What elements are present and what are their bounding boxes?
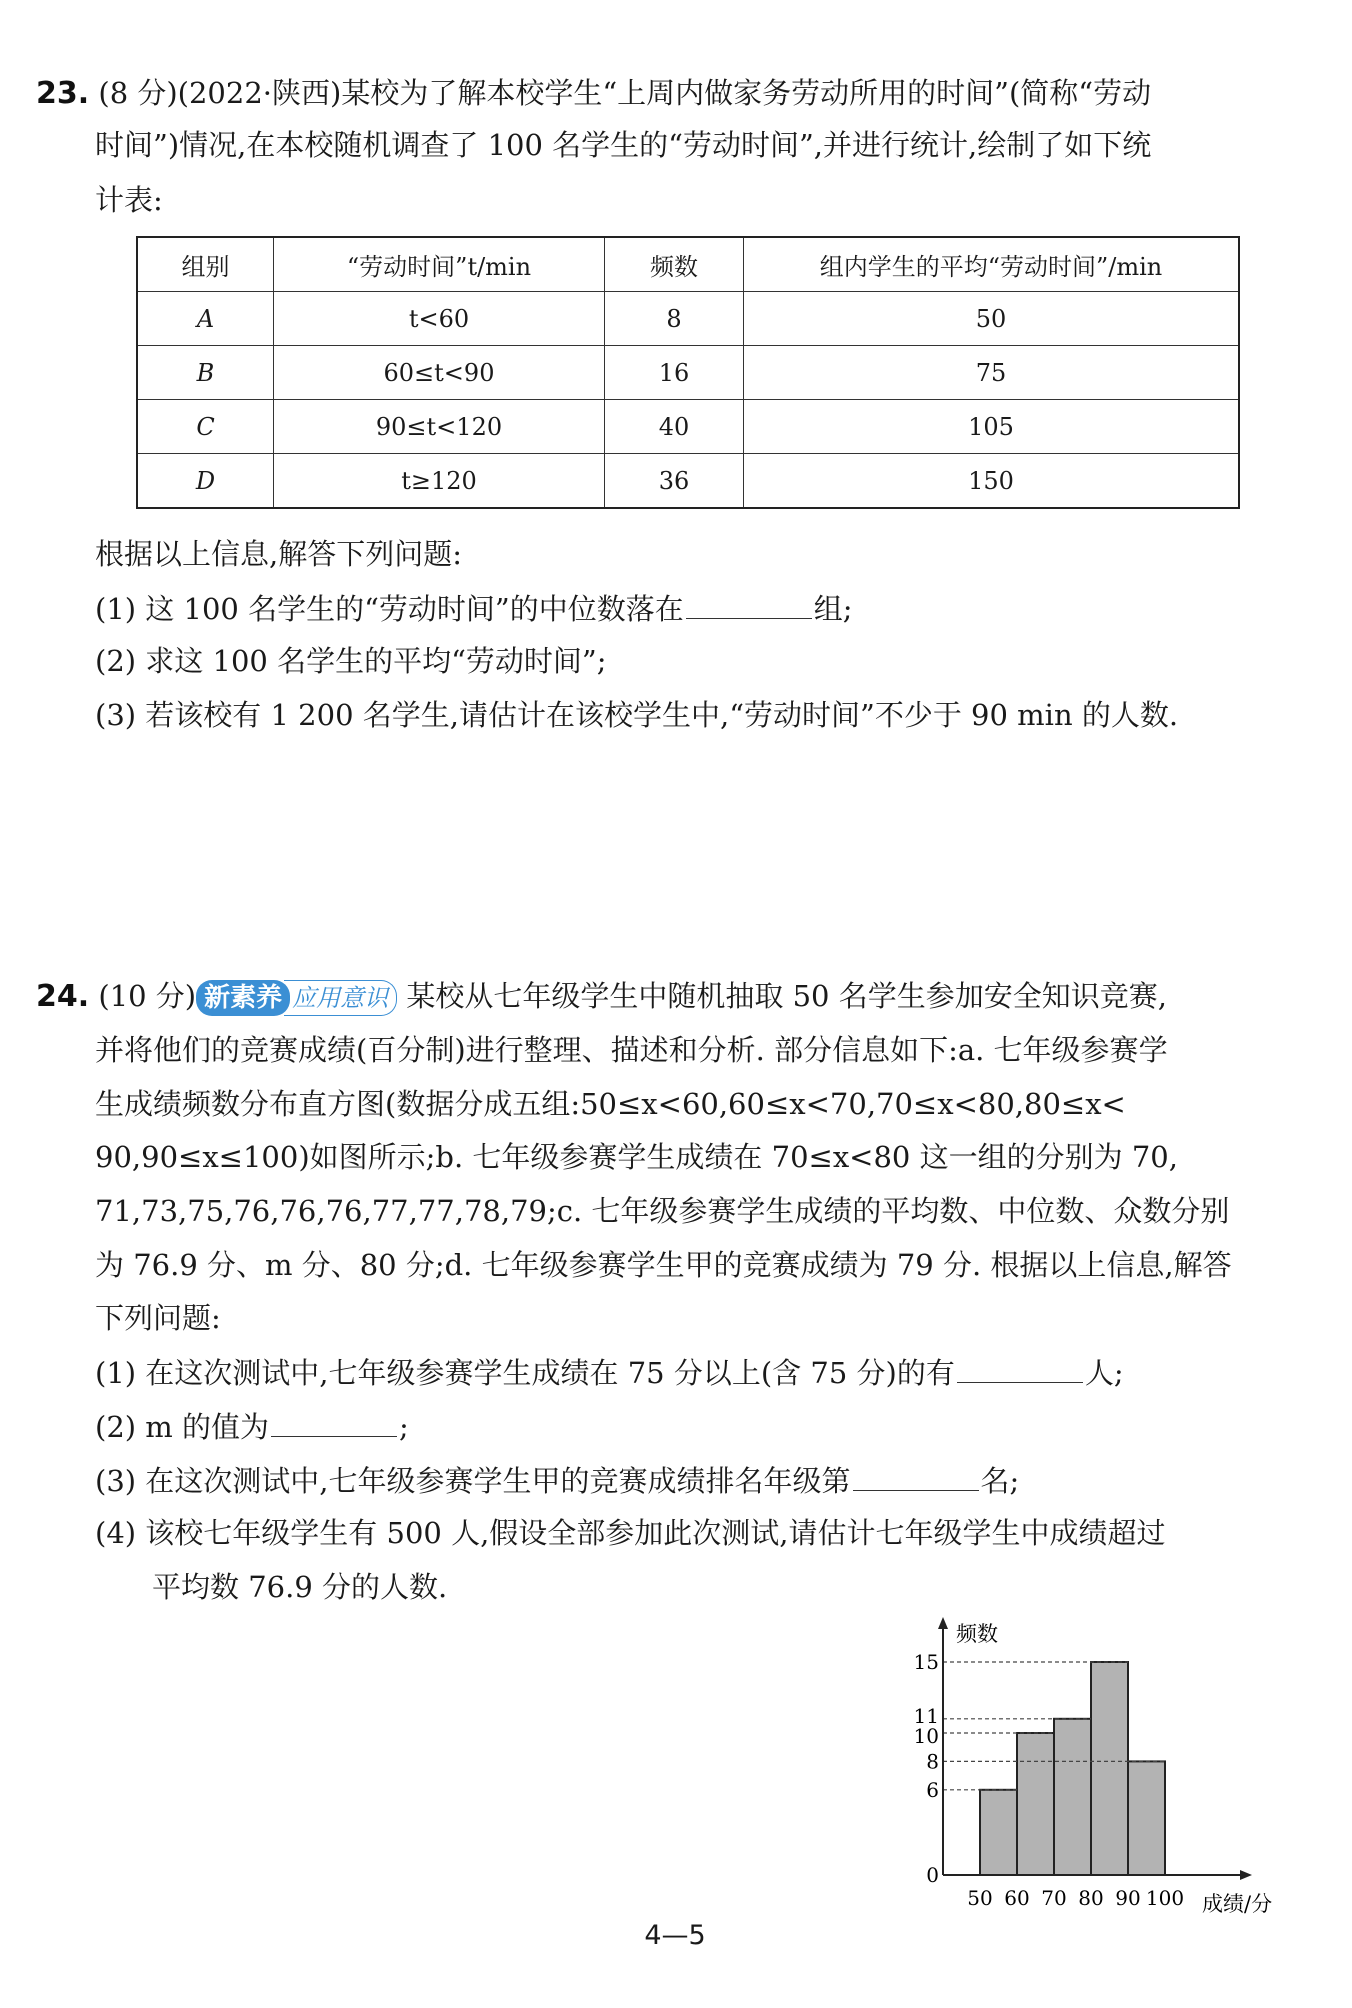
q23-text-line1: (8 分)(2022·陕西)某校为了解本校学生“上周内做家务劳动所用的时间”(简称“劳动	[98, 76, 1152, 110]
table-row	[137, 400, 1239, 454]
q23-part1-suffix: 组;	[813, 592, 853, 626]
table-row	[137, 454, 1239, 509]
table-row	[137, 292, 1239, 346]
q23-intro: 根据以上信息,解答下列问题:	[95, 537, 462, 571]
y-tick-label: 6	[926, 1777, 939, 1802]
q24-text-line7: 下列问题:	[95, 1301, 221, 1335]
new-literacy-badge: 新素养	[196, 980, 290, 1016]
q24-number: 24.	[36, 979, 90, 1014]
x-axis-arrow	[1240, 1870, 1252, 1880]
table-cell: 75	[744, 346, 1240, 400]
y-tick-label: 8	[926, 1749, 939, 1774]
x-tick-label: 80	[1078, 1886, 1104, 1910]
q24-part3	[95, 1460, 1295, 1501]
table-cell: 16	[605, 346, 744, 400]
x-tick-label: 100	[1145, 1886, 1185, 1910]
q23-line1	[36, 73, 1236, 114]
answer-blank[interactable]	[853, 1460, 979, 1491]
y-axis-arrow	[938, 1617, 948, 1629]
table-header-row	[137, 237, 1239, 292]
table-cell: 90≤t<120	[274, 400, 605, 454]
q24-text-line6: 为 76.9 分、m 分、80 分;d. 七年级参赛学生甲的竞赛成绩为 79 分. 根据以上信息,解答	[95, 1248, 1232, 1282]
table-cell: C	[137, 400, 274, 454]
table-cell: B	[137, 346, 274, 400]
frequency-histogram	[913, 1615, 1300, 1916]
table-cell: 36	[605, 454, 744, 509]
y-tick-label: 15	[913, 1650, 939, 1674]
x-tick-label: 70	[1041, 1886, 1067, 1910]
q24-part2	[95, 1406, 1295, 1447]
q23-number: 23.	[36, 76, 90, 111]
table-cell: t≥120	[274, 454, 605, 509]
q24-part4: (4) 该校七年级学生有 500 人,假设全部参加此次测试,请估计七年级学生中成绩超过	[95, 1516, 1166, 1550]
q23-text-line3: 计表:	[95, 183, 163, 217]
answer-blank[interactable]	[271, 1406, 397, 1437]
table-cell: 150	[744, 454, 1240, 509]
q24-line1	[36, 976, 1236, 1017]
q24-part1-text: (1) 在这次测试中,七年级参赛学生成绩在 75 分以上(含 75 分)的有	[95, 1356, 955, 1390]
table-cell: 50	[744, 292, 1240, 346]
q23-part1-text: (1) 这 100 名学生的“劳动时间”的中位数落在	[95, 592, 684, 626]
q24-text-line1: 某校从七年级学生中随机抽取 50 名学生参加安全知识竞赛,	[406, 979, 1167, 1013]
y-tick-label: 0	[926, 1863, 939, 1887]
table-cell: D	[137, 454, 274, 509]
application-badge: 应用意识	[284, 980, 397, 1016]
answer-blank[interactable]	[957, 1352, 1083, 1383]
q24-text-line2: 并将他们的竞赛成绩(百分制)进行整理、描述和分析. 部分信息如下:a. 七年级参赛学	[95, 1033, 1168, 1067]
q24-part4-cont: 平均数 76.9 分的人数.	[152, 1570, 448, 1604]
histogram-bar	[1128, 1761, 1165, 1875]
q24-part3-suffix: 名;	[980, 1464, 1020, 1498]
table-cell: 8	[605, 292, 744, 346]
y-axis-label: 频数	[956, 1622, 998, 1646]
histogram-bar	[1054, 1719, 1091, 1875]
q23-part3: (3) 若该校有 1 200 名学生,请估计在该校学生中,“劳动时间”不少于 90 min 的人数.	[95, 698, 1179, 732]
q24-text-line4: 90,90≤x≤100)如图所示;b. 七年级参赛学生成绩在 70≤x<80 这一组的分别为 70,	[95, 1140, 1178, 1174]
table-cell: 105	[744, 400, 1240, 454]
q23-part1	[95, 588, 1295, 629]
histogram-bar	[1017, 1733, 1054, 1875]
q24-text-line3: 生成绩频数分布直方图(数据分成五组:50≤x<60,60≤x<70,70≤x<80,80≤x<	[95, 1087, 1126, 1121]
table-header-cell: 组内学生的平均“劳动时间”/min	[744, 237, 1240, 292]
table-header-cell: 组别	[137, 237, 274, 292]
q24-part1	[95, 1352, 1295, 1393]
table-cell: t<60	[274, 292, 605, 346]
table-header-cell: “劳动时间”t/min	[274, 237, 605, 292]
y-tick-label: 11	[913, 1703, 939, 1728]
q24-part2-suffix: ;	[399, 1410, 409, 1444]
answer-blank[interactable]	[686, 588, 812, 619]
q23-stat-table	[136, 236, 1240, 509]
q24-text-line5: 71,73,75,76,76,76,77,77,78,79;c. 七年级参赛学生成绩的平均数、中位数、众数分别	[95, 1194, 1230, 1228]
table-cell: 40	[605, 400, 744, 454]
x-tick-label: 60	[1004, 1886, 1030, 1910]
x-tick-label: 50	[967, 1886, 993, 1910]
q23-text-line2: 时间”)情况,在本校随机调查了 100 名学生的“劳动时间”,并进行统计,绘制了如下统	[95, 128, 1152, 162]
table-cell: 60≤t<90	[274, 346, 605, 400]
page-number: 4—5	[644, 1920, 706, 1951]
q24-part1-suffix: 人;	[1084, 1356, 1124, 1390]
table-row	[137, 346, 1239, 400]
table-header-cell: 频数	[605, 237, 744, 292]
q24-part2-text: (2) m 的值为	[95, 1410, 270, 1444]
q24-part3-text: (3) 在这次测试中,七年级参赛学生甲的竞赛成绩排名年级第	[95, 1464, 851, 1498]
y-tick-label: 10	[913, 1724, 939, 1748]
histogram-bar	[980, 1790, 1017, 1875]
x-axis-label: 成绩/分	[1202, 1892, 1273, 1916]
table-cell: A	[137, 292, 274, 346]
histogram-bar	[1091, 1662, 1128, 1875]
q23-part2: (2) 求这 100 名学生的平均“劳动时间”;	[95, 644, 607, 678]
q24-score: (10 分)	[98, 979, 197, 1013]
x-tick-label: 90	[1115, 1886, 1141, 1910]
